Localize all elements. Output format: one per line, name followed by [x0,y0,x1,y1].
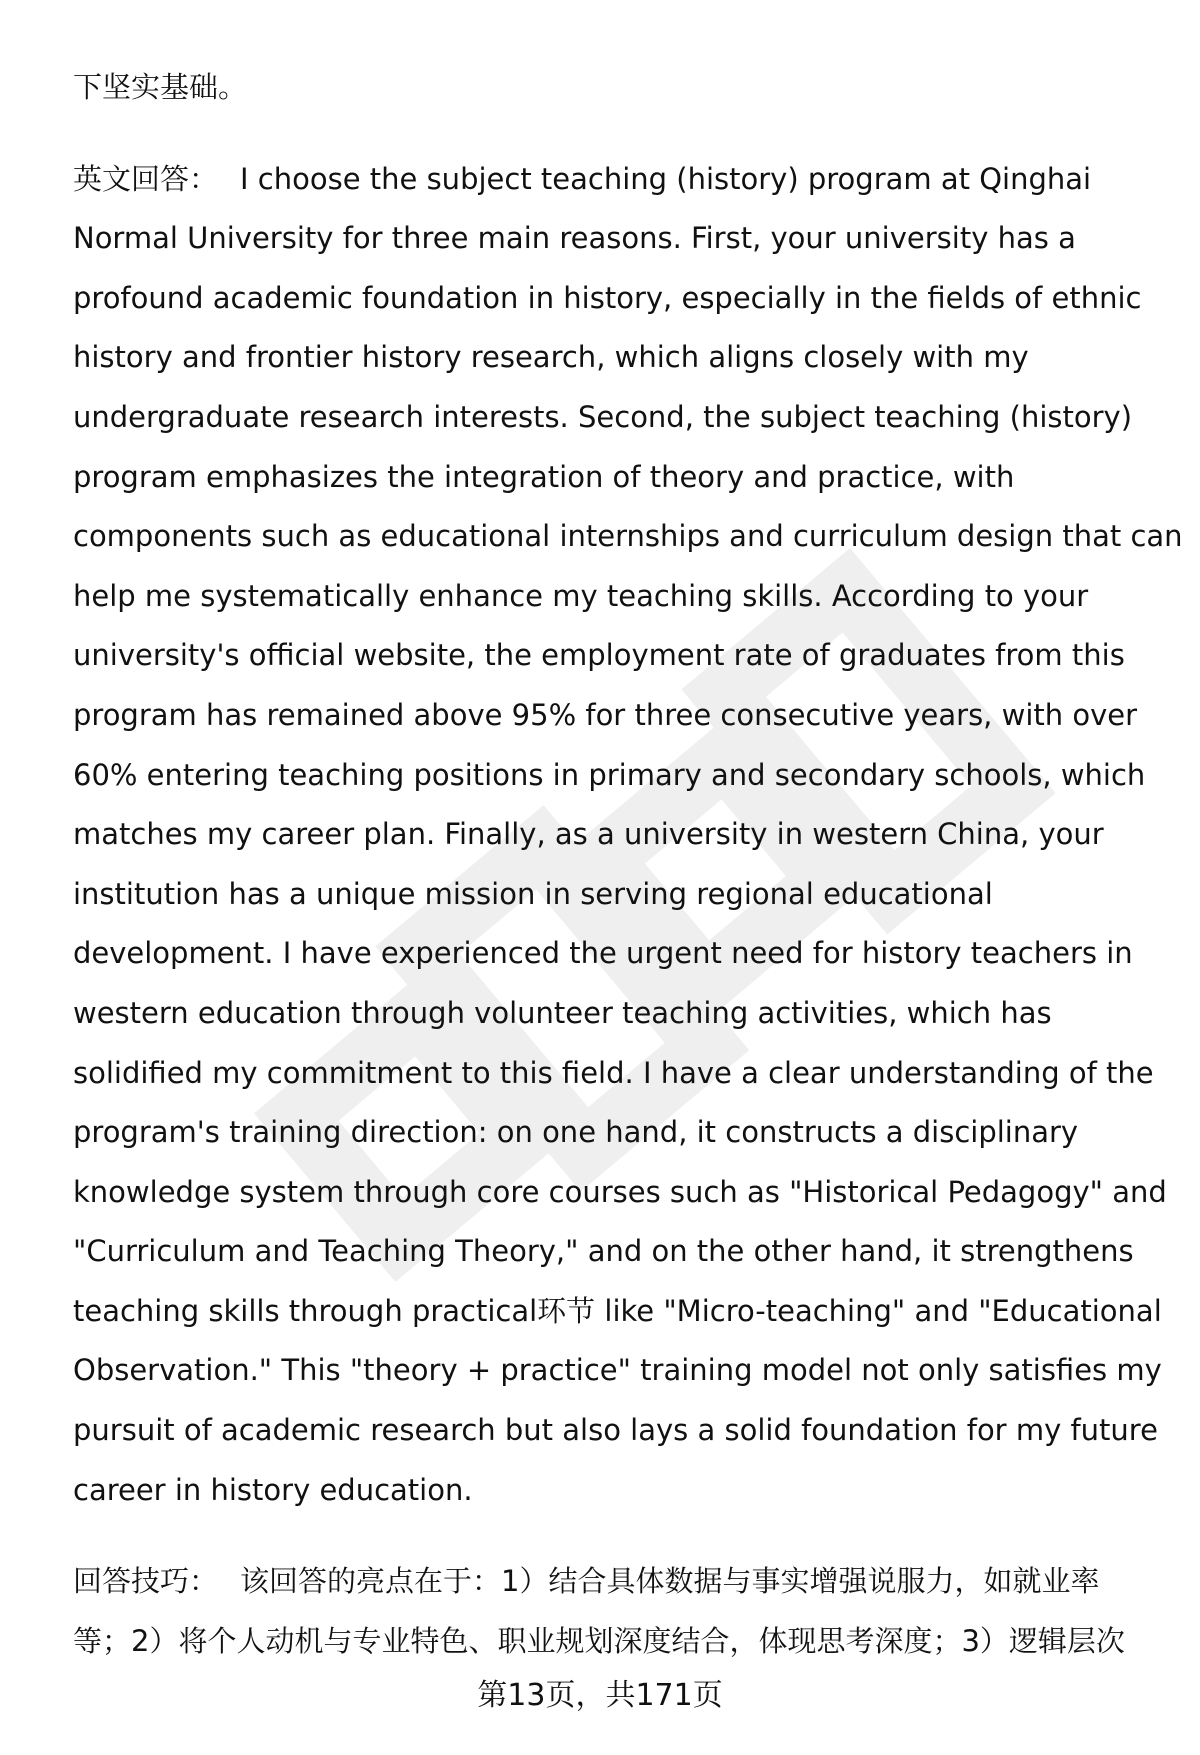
answer-line-13: development. I have experienced the urgent need for history teachers in [73,936,1133,971]
page-content [73,58,1183,1671]
answer-line-15: solidified my commitment to this field. I have a clear understanding of the [73,1055,1154,1090]
answer-line-17: knowledge system through core courses such as "Historical Pedagogy" and [73,1174,1167,1209]
answer-line-7: help me systematically enhance my teaching skills. According to your [73,578,1089,613]
answer-line-5: program emphasizes the integration of theory and practice, with [73,459,1015,494]
answer-line-18: "Curriculum and Teaching Theory," and on the other hand, it strengthens [73,1234,1134,1269]
answer-line-4: undergraduate research interests. Second, the subject teaching (history) [73,399,1133,434]
answer-tips-paragraph [73,1552,1163,1671]
answer-line-19: teaching skills through practical环节 like "Micro-teaching" and "Educational [73,1293,1162,1328]
answer-label: 英文回答： [73,161,219,196]
answer-line-20: Observation." This "theory + practice" training model not only satisfies my [73,1353,1162,1388]
answer-line-16: program's training direction: on one hand, it constructs a disciplinary [73,1115,1079,1150]
answer-line-0: 英文回答： I choose the subject teaching (history) program at Qinghai [73,161,1092,196]
answer-line-3: history and frontier history research, which aligns closely with my [73,340,1029,375]
top-fragment-text: 下坚实基础。 [73,70,248,104]
english-answer-paragraph [73,150,1183,1521]
answer-line-14: western education through volunteer teaching activities, which has [73,995,1052,1030]
top-fragment [73,58,1163,118]
answer-line-8: university's official website, the employment rate of graduates from this [73,638,1125,673]
answer-line-21: pursuit of academic research but also lays a solid foundation for my future [73,1413,1158,1448]
answer-line-1: Normal University for three main reasons. First, your university has a [73,221,1076,256]
answer-line-12: institution has a unique mission in serving regional educational [73,876,993,911]
answer-line-11: matches my career plan. Finally, as a university in western China, your [73,817,1104,852]
answer-line-2: profound academic foundation in history, especially in the fields of ethnic [73,280,1142,315]
answer-line-9: program has remained above 95% for three consecutive years, with over [73,697,1138,732]
answer-line-10: 60% entering teaching positions in primary and secondary schools, which [73,757,1146,792]
answer-line-22: career in history education. [73,1472,473,1507]
answer-line-6: components such as educational internships and curriculum design that can [73,519,1183,554]
tips-line-1: 等；2）将个人动机与专业特色、职业规划深度结合，体现思考深度；3）逻辑层次 [73,1623,1125,1658]
page-number-footer: 第13页，共171页 [477,1678,723,1713]
tips-label: 回答技巧： [73,1564,219,1599]
tips-line-0: 回答技巧： 该回答的亮点在于：1）结合具体数据与事实增强说服力，如就业率 [73,1564,1100,1599]
